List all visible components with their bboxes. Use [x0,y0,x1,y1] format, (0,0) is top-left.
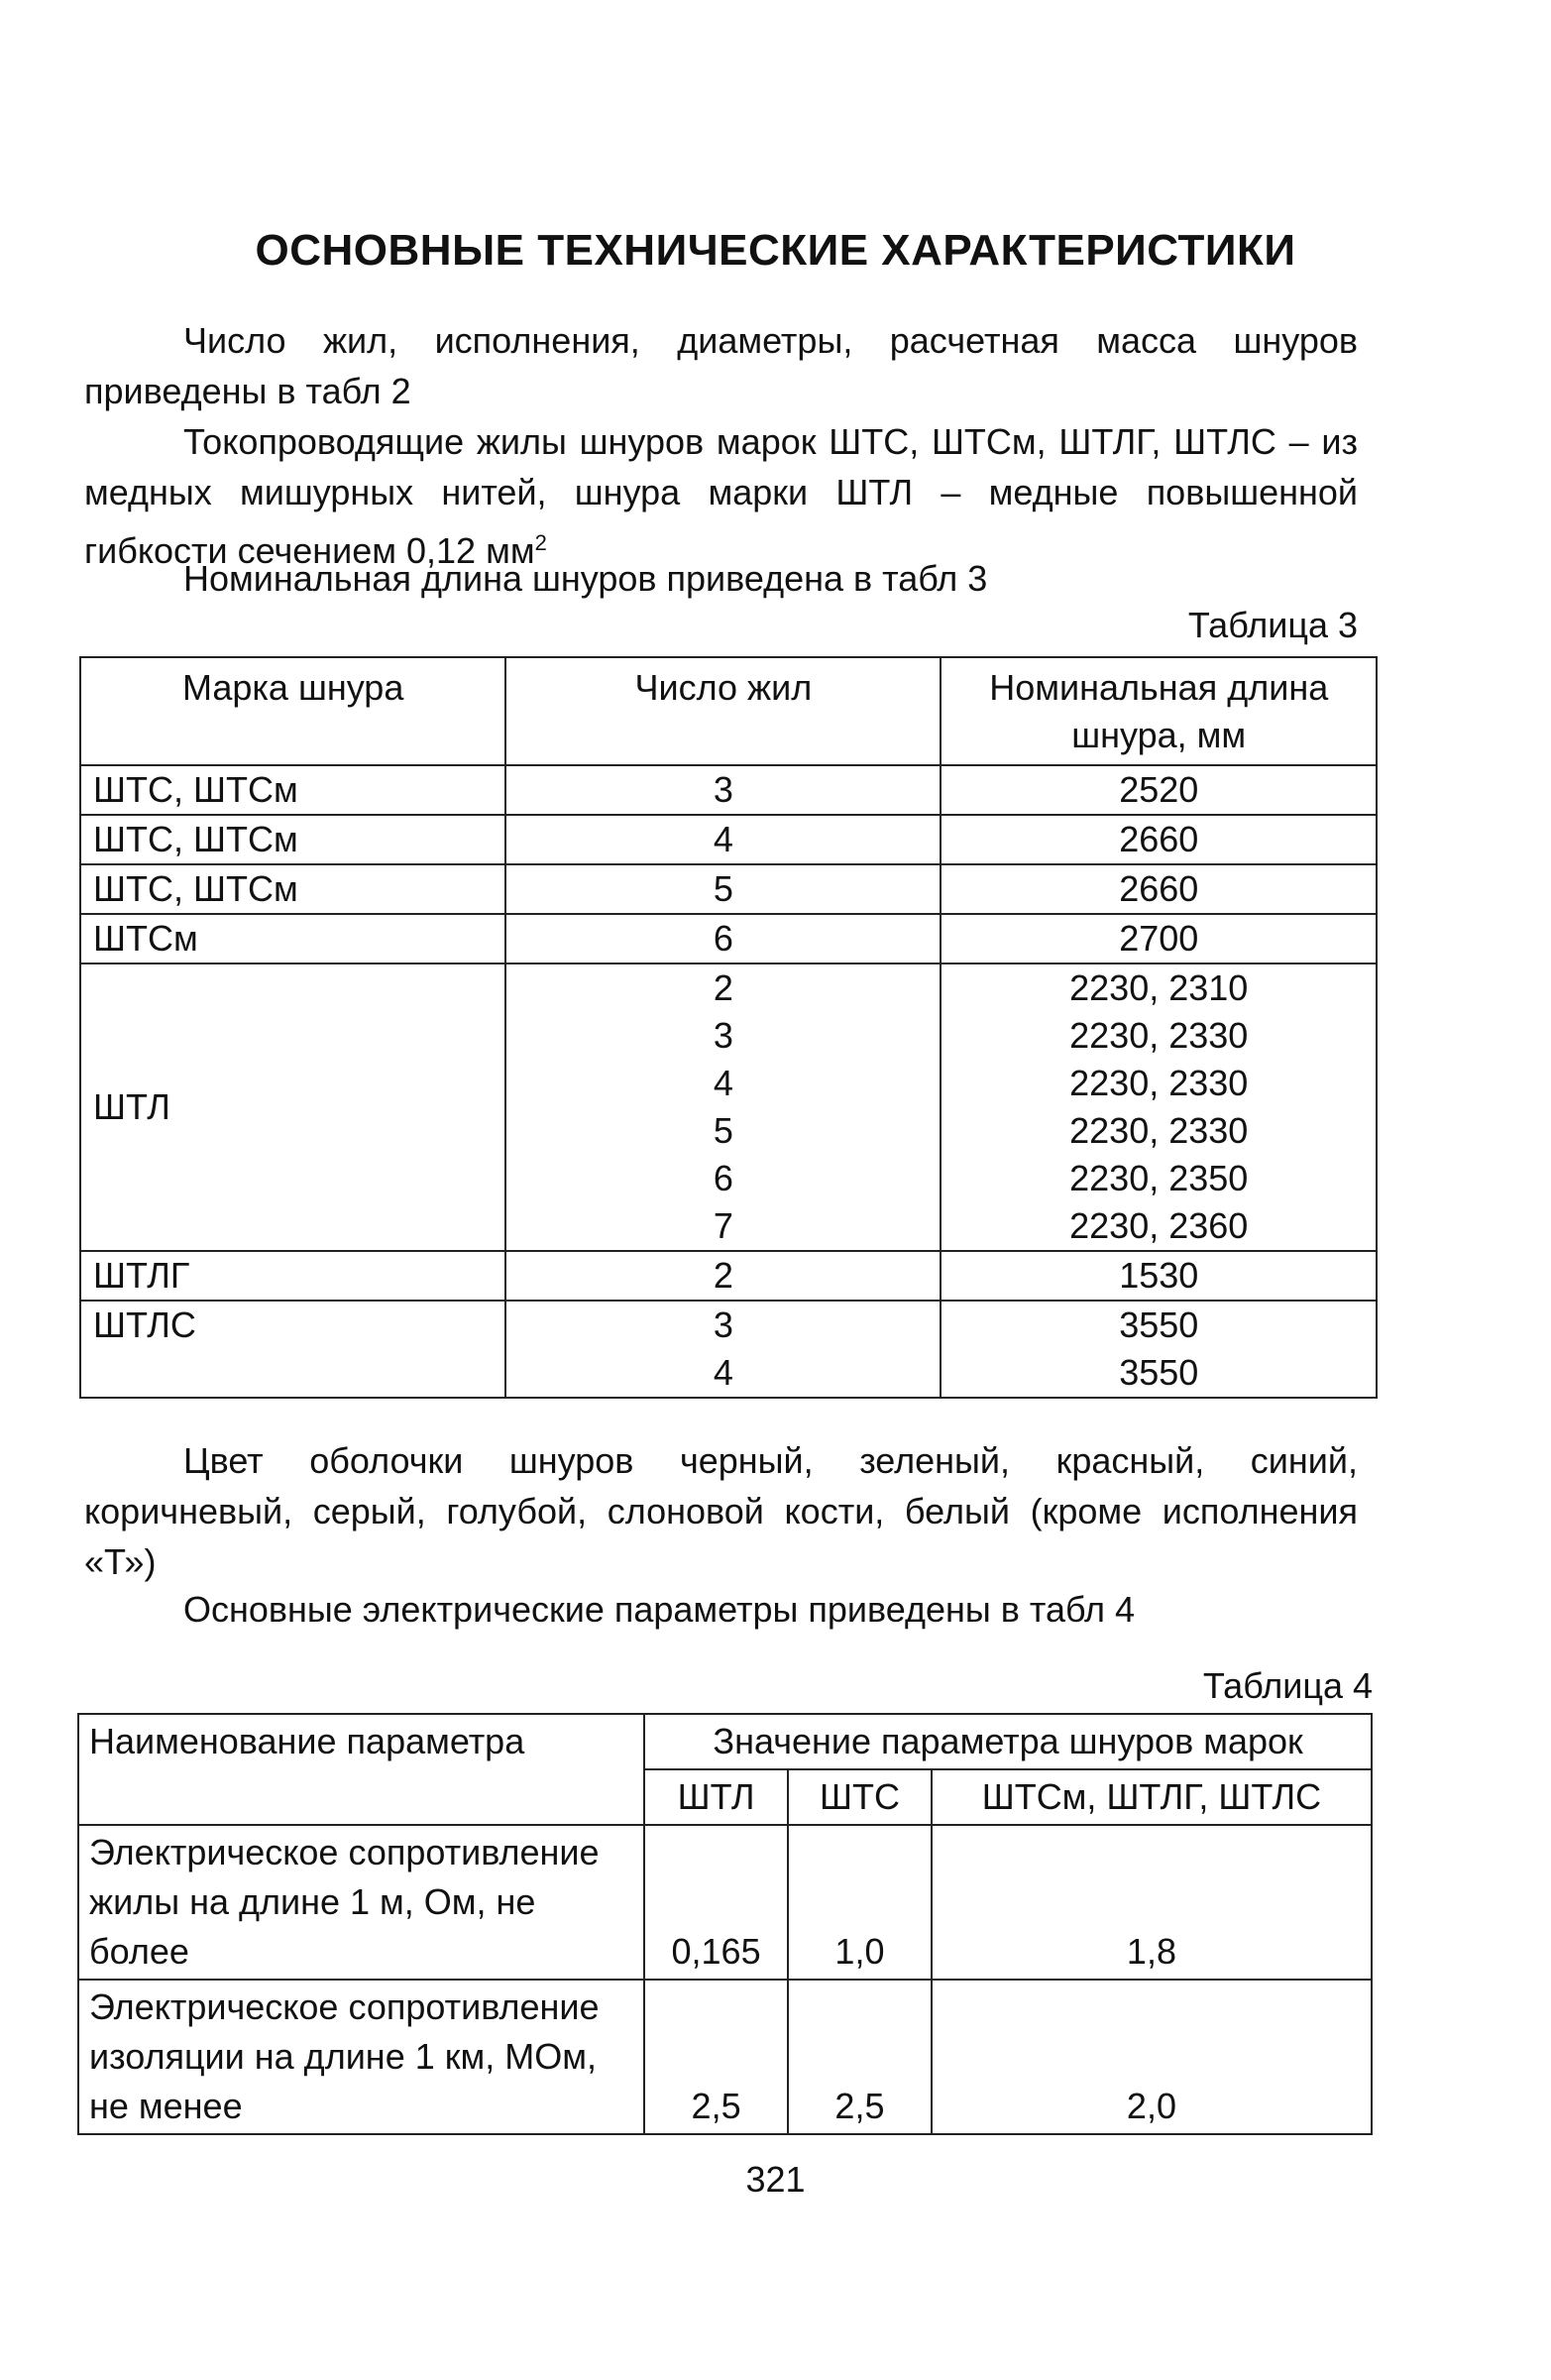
cell-value: 1,8 [932,1825,1372,1980]
paragraph-text-main: Токопроводящие жилы шнуров марок ШТС, ШТСм, ШТЛГ, ШТЛС – из медных мишурных нитей, шнура марки ШТЛ – медные повышенной гибкости сечением 0,12 мм [84,421,1358,571]
cell-length: 2230, 2330 [1069,1063,1249,1103]
cell-mark: ШТЛГ [80,1251,505,1301]
cell-cores: 4 [505,815,941,864]
page-number: 321 [745,2159,806,2200]
table-row [78,1980,1372,2134]
table-row [80,1251,1377,1301]
cell-mark: ШТЛС [80,1301,505,1398]
cell-mark: ШТСм [80,914,505,963]
paragraph-text: Номинальная длина шнуров приведена в табл 3 [183,558,988,599]
table-header-row [80,657,1377,765]
cell-length: 2230, 2350 [1069,1158,1249,1198]
table-nominal-length [79,656,1378,1399]
table-row-shtl [80,963,1377,1251]
cell-param-name: Электрическое сопротивление изоляции на длине 1 км, МОм, не менее [78,1980,644,2134]
cell-length: 2700 [941,914,1377,963]
cell-cores: 6 [713,1158,733,1198]
cell-mark: ШТС, ШТСм [80,864,505,914]
subheader-shtl: ШТЛ [644,1769,788,1825]
cell-length: 2230, 2310 [1069,967,1249,1008]
header-cores: Число жил [505,657,941,765]
cell-cores: 7 [713,1205,733,1246]
cell-cores: 6 [505,914,941,963]
cell-cores: 4 [713,1352,733,1393]
paragraph-text [84,416,1358,576]
cell-length: 2520 [941,765,1377,815]
cell-value: 2,0 [932,1980,1372,2134]
table4-caption: Таблица 4 [1202,1665,1373,1706]
cell-cores: 5 [713,1110,733,1151]
cell-cores: 3 [505,765,941,815]
table-row [80,815,1377,864]
cell-cores: 4 [713,1063,733,1103]
cell-mark: ШТЛ [80,963,505,1251]
paragraph-text: Число жил, исполнения, диаметры, расчетная масса шнуров приведены в табл 2 [84,320,1358,411]
cell-cores: 5 [505,864,941,914]
table-row [80,765,1377,815]
cell-length: 3550 [1119,1352,1199,1393]
cell-length: 2230, 2360 [1069,1205,1249,1246]
cell-cores: 3 [713,1015,733,1056]
cell-value: 2,5 [644,1980,788,2134]
table-row [78,1825,1372,1980]
table-row-shtls [80,1301,1377,1398]
header-length: Номинальная длина шнура, мм [941,657,1377,765]
cell-param-name: Электрическое сопротивление жилы на длине 1 м, Ом, не более [78,1825,644,1980]
paragraph-length-ref [183,553,1358,604]
table-row [80,914,1377,963]
cell-mark: ШТС, ШТСм [80,765,505,815]
cell-length: 2230, 2330 [1069,1110,1249,1151]
paragraph-text: Основные электрические параметры приведены в табл 4 [183,1589,1135,1630]
paragraph-electrical-ref [183,1584,1358,1635]
paragraph-cores-info [84,315,1358,416]
table-row [80,864,1377,914]
cell-value: 0,165 [644,1825,788,1980]
table3-caption: Таблица 3 [1187,605,1358,645]
subheader-shts: ШТС [788,1769,932,1825]
header-mark: Марка шнура [80,657,505,765]
table-electrical-params [77,1713,1373,2135]
cell-length: 1530 [941,1251,1377,1301]
cell-cores: 2 [505,1251,941,1301]
cell-value: 1,0 [788,1825,932,1980]
cell-cores-list [505,963,941,1251]
cell-value: 2,5 [788,1980,932,2134]
cell-cores: 2 [713,967,733,1008]
header-values: Значение параметра шнуров марок [644,1714,1372,1769]
cell-length-list [941,1301,1377,1398]
subheader-others: ШТСм, ШТЛГ, ШТЛС [932,1769,1372,1825]
page-title: ОСНОВНЫЕ ТЕХНИЧЕСКИЕ ХАРАКТЕРИСТИКИ [255,226,1296,275]
cell-length: 2660 [941,815,1377,864]
cell-length: 2230, 2330 [1069,1015,1249,1056]
cell-mark: ШТС, ШТСм [80,815,505,864]
cell-cores: 3 [713,1304,733,1345]
cell-length: 2660 [941,864,1377,914]
paragraph-text: Цвет оболочки шнуров черный, зеленый, красный, синий, коричневый, серый, голубой, слоновой кости, белый (кроме исполнения «Т») [84,1440,1358,1582]
table-header-row [78,1714,1372,1769]
cell-length-list [941,963,1377,1251]
header-param: Наименование параметра [78,1714,644,1825]
superscript: 2 [534,530,547,555]
cell-length: 3550 [1119,1304,1199,1345]
paragraph-conductors [84,416,1358,576]
cell-cores-list [505,1301,941,1398]
paragraph-sheath-color [84,1435,1358,1587]
